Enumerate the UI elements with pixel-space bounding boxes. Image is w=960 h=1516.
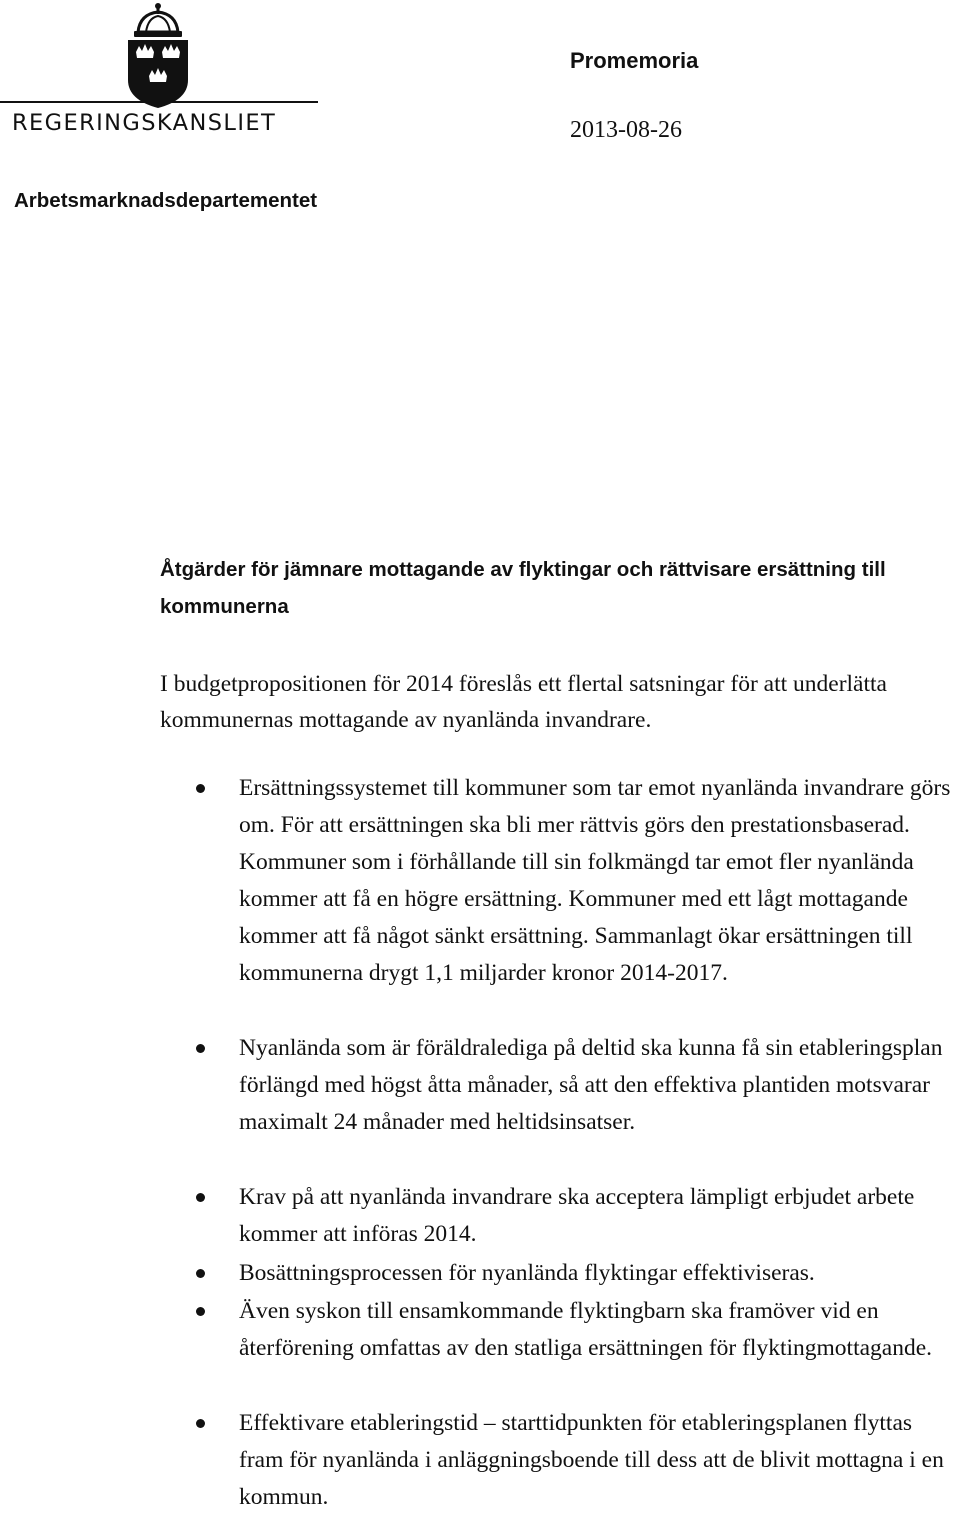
bullet-dot-icon bbox=[196, 1269, 205, 1278]
crown-shield-icon bbox=[0, 0, 320, 110]
list-item-text: Bosättningsprocessen för nyanlända flyktingar effektiviseras. bbox=[239, 1260, 815, 1286]
bullet-dot-icon bbox=[196, 1307, 205, 1316]
department-name: Arbetsmarknadsdepartementet bbox=[14, 189, 318, 212]
regeringskansliet-logo bbox=[0, 0, 320, 150]
document-type: Promemoria bbox=[570, 48, 699, 73]
list-item-text: Nyanlända som är föräldralediga på deltid ska kunna få sin etableringsplan förlängd med högst åtta månader, så att den effektiva plantiden motsvarar maximalt 24 månader med heltidsinsatser. bbox=[239, 1035, 943, 1135]
memo-heading: Åtgärder för jämnare mottagande av flyktingar och rättvisare ersättning till kommunerna bbox=[160, 558, 886, 618]
list-item-text: Effektivare etableringstid – starttidpunkten för etableringsplanen flyttas fram för nyanlända i anläggningsboende till dess att de blivit mottagna i en kommun. bbox=[239, 1410, 944, 1510]
list-item-text: Krav på att nyanlända invandrare ska acceptera lämpligt erbjudet arbete kommer att införas 2014. bbox=[239, 1184, 915, 1247]
bullet-dot-icon bbox=[196, 1044, 205, 1053]
document-date: 2013-08-26 bbox=[570, 117, 682, 143]
bullet-dot-icon bbox=[196, 1193, 205, 1202]
bullet-dot-icon bbox=[196, 784, 205, 793]
list-item-text: Ersättningssystemet till kommuner som tar emot nyanlända invandrare görs om. För att ersättningen ska bli mer rättvis görs den prestationsbaserad. Kommuner som i förhållande till sin folkmängd tar emot fler nyanlända kommer att få en högre ersättning. Kommuner med ett lågt mottagande kommer att få något sänkt ersättning. Sammanlagt ökar ersättningen till kommunerna drygt 1,1 miljarder kronor 2014-2017. bbox=[239, 775, 951, 986]
logo-divider bbox=[0, 101, 318, 103]
logo-wordmark: REGERINGSKANSLIET bbox=[12, 110, 277, 136]
list-item-text: Även syskon till ensamkommande flyktingbarn ska framöver vid en återförening omfattas av den statliga ersättningen för flyktingmottagande. bbox=[239, 1298, 933, 1361]
bullet-dot-icon bbox=[196, 1419, 205, 1428]
intro-paragraph: I budgetpropositionen för 2014 föreslås ett flertal satsningar för att underlätta kommunernas mottagande av nyanlända invandrare. bbox=[160, 671, 887, 733]
